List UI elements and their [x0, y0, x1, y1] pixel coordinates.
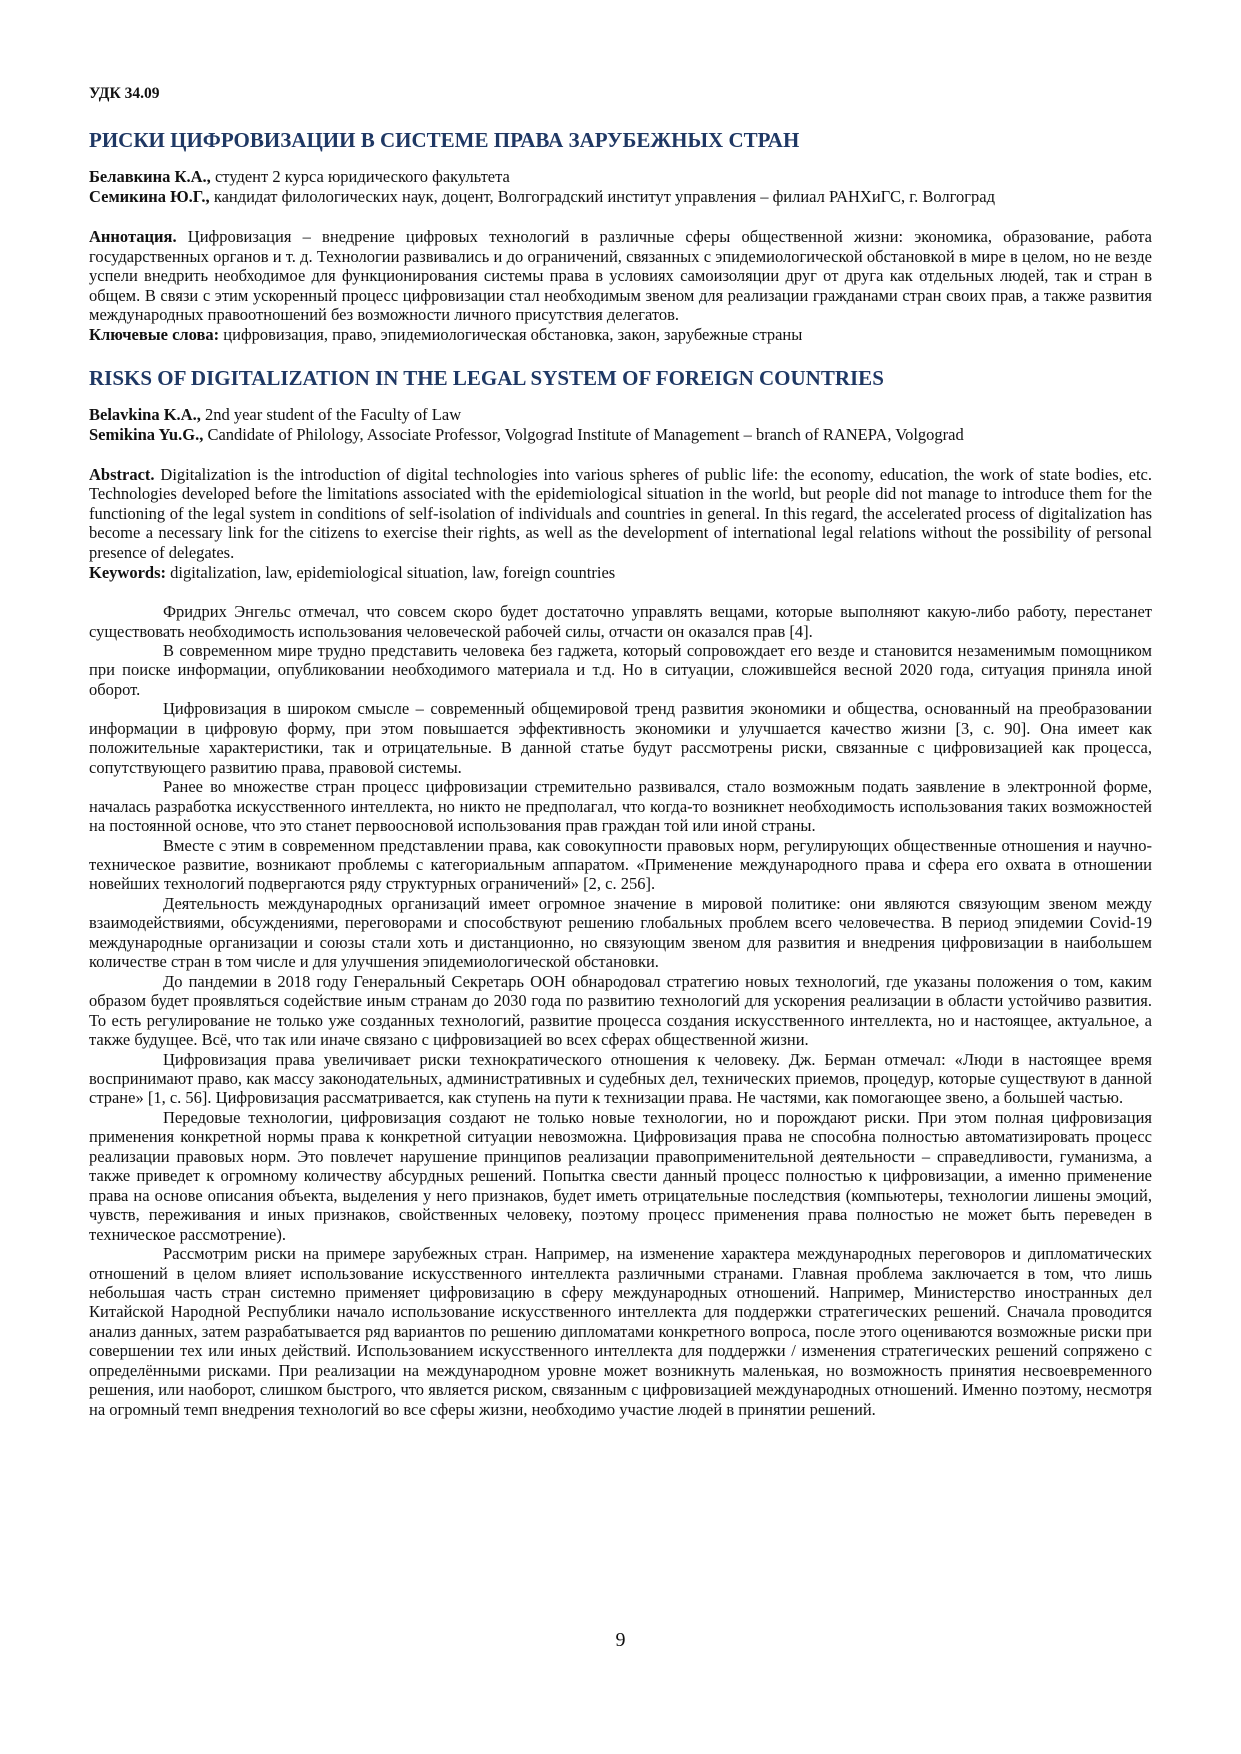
page-content: [89, 84, 1152, 1419]
author-1-name-en: Belavkina K.A.,: [89, 404, 201, 424]
keywords-label-en: Keywords:: [89, 562, 166, 582]
abstract-text-en: Digitalization is the introduction of digital technologies into various spheres of public life: the economy, education, the work of state bodies, etc. Technologies developed before the limitations associated with the epidemiological situation in the world, but people did not manage to introduce them for the functioning of the legal system in conditions of self-isolation of individuals and countries in general. In this regard, the accelerated process of digitalization has become a necessary link for the citizens to exercise their rights, as well as the development of international legal relations without the possibility of personal presence of delegates.: [89, 464, 1152, 562]
keywords-text-ru: цифровизация, право, эпидемиологическая обстановка, закон, зарубежные страны: [219, 324, 803, 344]
abstract-en: [89, 465, 1152, 563]
author-2-name-ru: Семикина Ю.Г.,: [89, 187, 210, 206]
udk-code: УДК 34.09: [89, 85, 160, 102]
author-1-info-en: 2nd year student of the Faculty of Law: [200, 404, 462, 424]
authors-ru: [89, 167, 1152, 207]
body-paragraph-6: Деятельность международных организаций имеет огромное значение в мировой политике: они являются связующим звеном между взаимодействиями, обсуждениями, переговорами и способствуют решению глобальных проблем всего человечества. В период эпидемии Covid-19 международные организации и союзы стали хоть и дистанционно, но связующим звеном для развития и внедрения цифровизации в наибольшем количестве стран в том числе и для улучшения эпидемиологической обстановки.: [89, 893, 1152, 972]
author-1-en: [89, 405, 1152, 425]
article-body: [89, 602, 1152, 1419]
abstract-ru: [89, 227, 1152, 325]
authors-en: [89, 405, 1152, 445]
body-paragraph-7: До пандемии в 2018 году Генеральный Секретарь ООН обнародовал стратегию новых технологий, где указаны положения о том, каким образом будет проявляться содействие иным странам до 2030 года по развитию технологий для ускорения реализации в области устойчиво развития. То есть регулирование не только уже созданных технологий, развитие процесса создания искусственного интеллекта, но и настоящее, актуальное, а также будущее. Всё, что так или иначе связано с цифровизацией во всех сферах общественной жизни.: [89, 971, 1152, 1050]
title-ru: РИСКИ ЦИФРОВИЗАЦИИ В СИСТЕМЕ ПРАВА ЗАРУБЕЖНЫХ СТРАН: [89, 128, 800, 152]
author-2-info-ru: кандидат филологических наук, доцент, Волгоградский институт управления – филиал РАНХиГС, г. Волгоград: [209, 187, 995, 206]
body-paragraph-9: Передовые технологии, цифровизация создают не только новые технологии, но и порождают риски. При этом полная цифровизация применения конкретной нормы права к конкретной ситуации невозможна. Цифровизация права не способна полностью автоматизировать процесс реализации правовых норм. Это повлечет нарушение принципов реализации правоприменительной деятельности – справедливости, гуманизма, а также приведет к огромному количеству абсурдных решений. Попытка свести данный процесс полностью к цифровизации, а именно применение права на основе описания объекта, выделения у него признаков, будет иметь отрицательные последствия (компьютеры, технологии лишены эмоций, чувств, переживания и иных признаков, свойственных человеку, поэтому процесс применения права полностью не может быть переведен в техническое рассмотрение).: [89, 1107, 1152, 1244]
keywords-en: [89, 563, 1152, 583]
page-number: 9: [615, 1629, 626, 1651]
body-paragraph-2: В современном мире трудно представить человека без гаджета, который сопровождает его везде и становится незаменимым помощником при поиске информации, опубликовании необходимого материала и т.д. Но в ситуации, сложившейся весной 2020 года, ситуация приняла иной оборот.: [89, 641, 1152, 699]
body-paragraph-4: Ранее во множестве стран процесс цифровизации стремительно развивался, стало возможным подать заявление в электронной форме, началась разработка искусственного интеллекта, но никто не предполагал, что когда-то возникнет необходимость использования таких возможностей на постоянной основе, что это станет первоосновой использования прав граждан той или иной страны.: [89, 777, 1152, 836]
abstract-text-ru: Цифровизация – внедрение цифровых технологий в различные сферы общественной жизни: экономика, образование, работа государственных органов и т. д. Технологии развивались и до ограничений, связанных с эпидемиологической обстановкой в мире в целом, но не везде успели внедрить необходимое для функционирования системы права в условиях самоизоляции друг от друга как отдельных людей, так и стран в общем. В связи с этим ускоренный процесс цифровизации стал необходимым звеном для реализации гражданами стран своих прав, а также развития международных правоотношений без возможности личного присутствия делегатов.: [89, 227, 1152, 325]
body-paragraph-1: Фридрих Энгельс отмечал, что совсем скоро будет достаточно управлять вещами, которые выполняют какую-либо работу, перестанет существовать необходимость использования человеческой рабочей силы, отчасти он оказался прав [4].: [89, 602, 1152, 641]
author-1-info-ru: студент 2 курса юридического факультета: [210, 167, 510, 186]
author-2-ru: [89, 187, 1152, 207]
keywords-label-ru: Ключевые слова:: [89, 324, 220, 344]
body-paragraph-5: Вместе с этим в современном представлении права, как совокупности правовых норм, регулирующих общественные отношения и научно-техническое развитие, возникают проблемы с категориальным аппаратом. «Применение международного права и сфера его охвата в отношении новейших технологий подвергаются ряду структурных ограничений» [2, с. 256].: [89, 835, 1152, 894]
body-paragraph-3: Цифровизация в широком смысле – современный общемировой тренд развития экономики и общества, основанный на преобразовании информации в цифровую форму, при этом повышается эффективность экономики и улучшается качество жизни [3, с. 90]. Она имеет как положительные характеристики, так и отрицательные. В данной статье будут рассмотрены риски, связанные с цифровизацией как процесса, сопутствующего развитию права, правовой системы.: [89, 699, 1152, 777]
title-en: RISKS OF DIGITALIZATION IN THE LEGAL SYSTEM OF FOREIGN COUNTRIES: [89, 365, 884, 390]
keywords-text-en: digitalization, law, epidemiological situation, law, foreign countries: [166, 562, 616, 582]
author-2-name-en: Semikina Yu.G.,: [89, 424, 204, 444]
author-2-info-en: Candidate of Philology, Associate Professor, Volgograd Institute of Management – branch of RANEPA, Volgograd: [203, 424, 964, 444]
body-paragraph-8: Цифровизация права увеличивает риски технократического отношения к человеку. Дж. Берман отмечал: «Люди в настоящее время воспринимают право, как массу законодательных, административных и судебных дел, технических приемов, процедур, которые существуют в данной стране» [1, с. 56]. Цифровизация рассматривается, как ступень на пути к технизации права. Не частями, как помогающее звено, а большей частью.: [89, 1049, 1152, 1108]
author-2-en: [89, 425, 1152, 445]
abstract-label-ru: Аннотация.: [89, 227, 177, 246]
author-1-ru: [89, 167, 1152, 187]
keywords-ru: [89, 325, 1152, 345]
body-paragraph-10: Рассмотрим риски на примере зарубежных стран. Например, на изменение характера международных переговоров и дипломатических отношений в целом влияет использование искусственного интеллекта различными странами. Главная проблема заключается в том, что лишь небольшая часть стран системно применяет цифровизацию в сферу международных отношений. Например, Министерство иностранных дел Китайской Народной Республики начало использование искусственного интеллекта для поддержки стратегических решений. Сначала проводится анализ данных, затем разрабатывается ряд вариантов по решению дипломатами конкретного вопроса, после этого оцениваются возможные риски при совершении тех или иных действий. Использованием искусственного интеллекта для поддержки / изменения стратегических решений сопряжено с определёнными рисками. При реализации на международном уровне может возникнуть маленькая, но возможность принятия несвоевременного решения, или наоборот, слишком быстрого, что является риском, связанным с цифровизацией международных отношений. Именно поэтому, несмотря на огромный темп внедрения технологий во все сферы жизни, необходимо участие людей в принятии решений.: [89, 1244, 1152, 1419]
abstract-label-en: Abstract.: [89, 464, 155, 484]
author-1-name-ru: Белавкина К.А.,: [89, 167, 211, 186]
